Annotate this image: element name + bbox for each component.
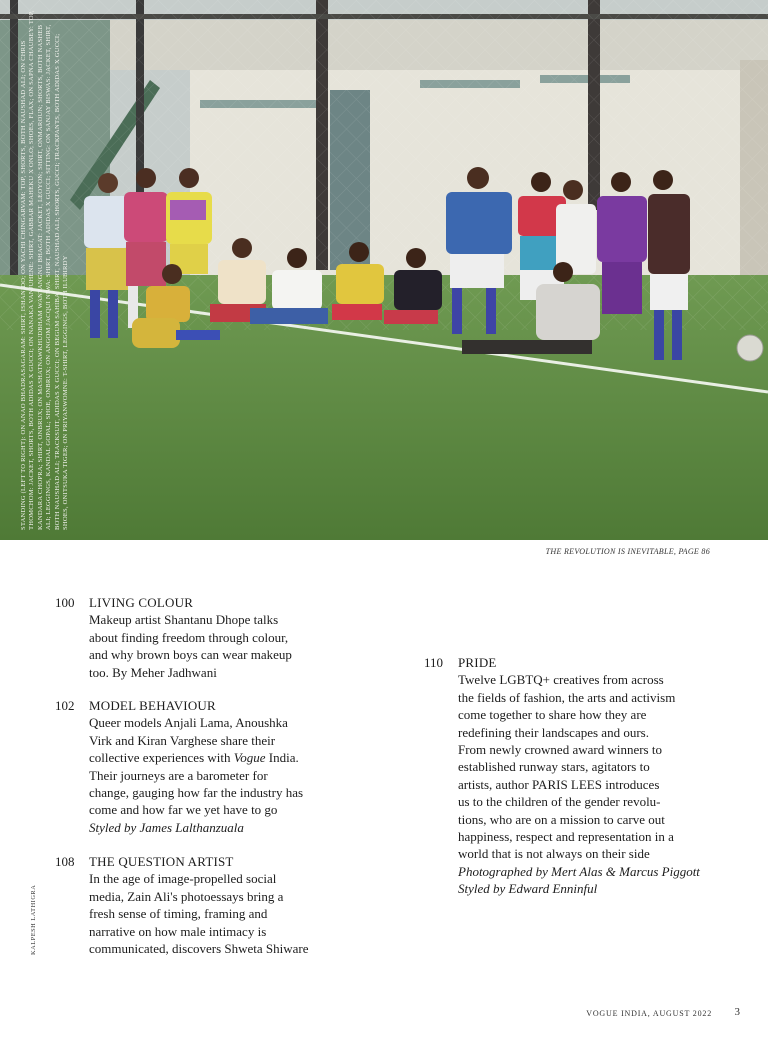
entry-description (89, 611, 292, 681)
photographer-credit: KALPESH LATHIGRA (30, 884, 37, 955)
entry-line: tions, who are on a mission to carve out (458, 811, 665, 827)
entry-line: too. By Meher Jadhwani (89, 664, 217, 680)
entry-line: media, Zain Ali's photoessays bring a (89, 888, 284, 904)
contents-entry-the-question-artist[interactable] (55, 853, 355, 963)
entry-line: change, gauging how far the industry has (89, 785, 304, 801)
photo-caption: THE REVOLUTION IS INEVITABLE, PAGE 86 (545, 547, 710, 556)
entry-credit: Styled by James Lalthanzuala (89, 819, 244, 835)
entry-line: world that is not always on their side (458, 846, 650, 862)
entry-line: come together to share how they are (458, 707, 647, 723)
entry-title[interactable]: MODEL BEHAVIOUR (89, 698, 216, 713)
page-number: 3 (734, 1006, 740, 1018)
entry-title[interactable]: LIVING COLOUR (89, 595, 194, 610)
entry-line: Their journeys are a barometer for (89, 767, 268, 783)
entry-credit: Photographed by Mert Alas & Marcus Piggott (458, 863, 700, 879)
entry-description (89, 714, 303, 836)
contents-entry-pride[interactable] (424, 654, 724, 904)
entry-line: In the age of image-propelled social (89, 871, 277, 887)
contents-entry-living-colour[interactable] (55, 594, 355, 686)
contents-entry-model-behaviour[interactable] (55, 697, 355, 842)
entry-line: From newly crowned award winners to (458, 742, 662, 758)
entry-line: Virk and Kiran Varghese share their (89, 732, 276, 748)
entry-page-number: 108 (55, 854, 75, 869)
entry-line: come and how far we yet have to go (89, 802, 278, 818)
entry-line: about finding freedom through colour, (89, 629, 289, 645)
entry-description (458, 671, 700, 897)
entry-title[interactable]: THE QUESTION ARTIST (89, 854, 234, 869)
entry-line: happiness, respect and representation in a (458, 829, 674, 845)
entry-line: and why brown boys can wear makeup (89, 647, 292, 663)
entry-line: fresh sense of timing, framing and (89, 906, 268, 922)
entry-page-number: 102 (55, 698, 75, 713)
entry-line: established runway stars, agitators to (458, 759, 650, 775)
entry-line: narrative on how male intimacy is (89, 923, 267, 939)
entry-line: the fields of fashion, the arts and activism (458, 689, 676, 705)
entry-page-number: 110 (424, 655, 444, 670)
entry-description (89, 870, 309, 957)
photo-credit-text: STANDING (LEFT TO RIGHT): ON ANAO BHADRASAGARAM: SHIRT, ISHANIDO; ON YACHI CHINGARVAM: TOP, SHORTS, BOTH NAUSHAD ALI; ON CHRIS THOMCHOM: JACKET, SHORTS, BOTH ADIDAS X GUCCI; ON NANAKA VANJUHENE: SHIRT, GABBAR MAHEKU X ONLO; SHOES, FLAX; ON SAPNA CHAUBEY: TOP, KANDARA CHOPRA; SHIRT, ONBRUX; ON MASHATNAWKHUDBHAM WANTANGNU BHAGAT: JACKET, LEOYON; SHIRT, ONMAROUN; SHORTS, BOTH NASHEB ALI; LEGGINGS, KANDAL GOPAL; SHOE, ONBRUX; ON ANGOM JACQUI NIWA: SHIRT, BOTH ADIDAS X GUCCI; SITTING: ON SANJAY BISWAS: JACKET, SHIRT, BOTH NAUSHAD ALI; TRACKSUIT, ADIDAS X GUCCI; ON BEGUM SAHIBA: SHIRT, NAUSHAD ALI; SHORTS, GUCCI; TRACKPANTS, BOTH ADIDAS X GUCCI; SHOES, ONITSUKA TIGER; ON PRIYANWOMNE: T-SHIRT, LEGGINGS, BOTH ILUBIRDY (20, 10, 70, 530)
entry-line: Queer models Anjali Lama, Anoushka (89, 715, 288, 731)
entry-title[interactable]: PRIDE (458, 655, 497, 670)
entry-line: artists, author PARIS LEES introduces (458, 776, 660, 792)
entry-line: us to the children of the gender revolu- (458, 794, 661, 810)
footer-issue: VOGUE INDIA, AUGUST 2022 (586, 1009, 712, 1018)
entry-line: communicated, discovers Shweta Shiware (89, 941, 309, 957)
entry-page-number: 100 (55, 595, 75, 610)
entry-line-emphasis: collective experiences with Vogue India. (89, 750, 299, 766)
entry-line: Twelve LGBTQ+ creatives from across (458, 672, 664, 688)
entry-credit: Styled by Edward Enninful (458, 881, 598, 897)
magazine-name: Vogue (233, 750, 266, 766)
entry-line: Makeup artist Shantanu Dhope talks (89, 612, 279, 628)
entry-line (89, 749, 303, 766)
entry-line: redefining their landscapes and ours. (458, 724, 649, 740)
